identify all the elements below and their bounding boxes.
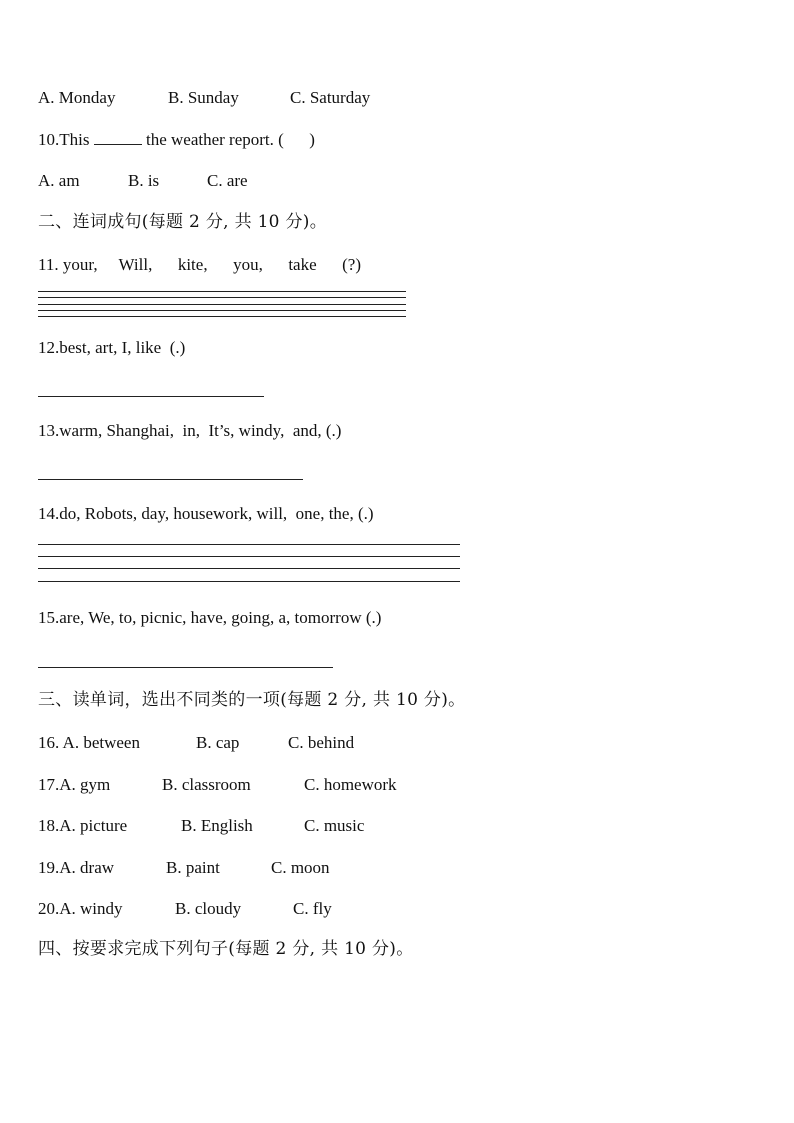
question-10: [38, 130, 315, 150]
section-3-heading: 三、读单词，选出不同类的一项(每题 2 分, 共 10 分)。: [38, 690, 466, 710]
q10-option-b: B. is: [128, 171, 160, 190]
q10-option-c: C. are: [207, 171, 248, 190]
q10-option-a: A. am: [38, 171, 80, 190]
question-12: 12.best, art, I, like (.): [38, 338, 186, 357]
section-4-heading: 四、按要求完成下列句子(每题 2 分, 共 10 分)。: [38, 939, 414, 959]
question-19-option-c: C. moon: [271, 858, 330, 877]
answer-line: [38, 544, 460, 545]
answer-line: [38, 479, 303, 480]
answer-line: [38, 568, 460, 569]
question-17-option-b: B. classroom: [162, 775, 251, 794]
question-20-option-a: 20.A. windy: [38, 899, 123, 918]
question-19-option-b: B. paint: [166, 858, 220, 877]
question-16-option-a: 16. A. between: [38, 733, 140, 752]
question-10-blank: [94, 130, 142, 145]
answer-line: [38, 297, 406, 298]
question-16-option-b: B. cap: [196, 733, 240, 752]
q9-option-a: A. Monday: [38, 88, 116, 107]
answer-line: [38, 310, 406, 311]
question-20-option-c: C. fly: [293, 899, 332, 918]
question-17-option-c: C. homework: [304, 775, 397, 794]
question-18-option-b: B. English: [181, 816, 253, 835]
answer-line: [38, 304, 406, 305]
question-14: 14.do, Robots, day, housework, will, one, the, (.): [38, 504, 374, 523]
answer-line: [38, 556, 460, 557]
question-16-option-c: C. behind: [288, 733, 355, 752]
answer-line: [38, 667, 333, 668]
question-18-option-a: 18.A. picture: [38, 816, 128, 835]
question-18-option-c: C. music: [304, 816, 365, 835]
question-10-prefix: 10.This: [38, 130, 94, 149]
q9-option-b: B. Sunday: [168, 88, 239, 107]
question-11: 11. your, Will, kite, you, take (?): [38, 255, 361, 274]
answer-line: [38, 396, 264, 397]
question-15: 15.are, We, to, picnic, have, going, a, tomorrow (.): [38, 608, 382, 627]
answer-line: [38, 581, 460, 582]
question-13: 13.warm, Shanghai, in, It’s, windy, and, (.): [38, 421, 342, 440]
answer-line: [38, 291, 406, 292]
section-2-heading: 二、连词成句(每题 2 分, 共 10 分)。: [38, 212, 328, 232]
q9-option-c: C. Saturday: [290, 88, 371, 107]
question-17-option-a: 17.A. gym: [38, 775, 111, 794]
question-10-suffix: the weather report. ( ): [141, 130, 315, 149]
answer-line: [38, 316, 406, 317]
question-20-option-b: B. cloudy: [175, 899, 242, 918]
question-19-option-a: 19.A. draw: [38, 858, 115, 877]
